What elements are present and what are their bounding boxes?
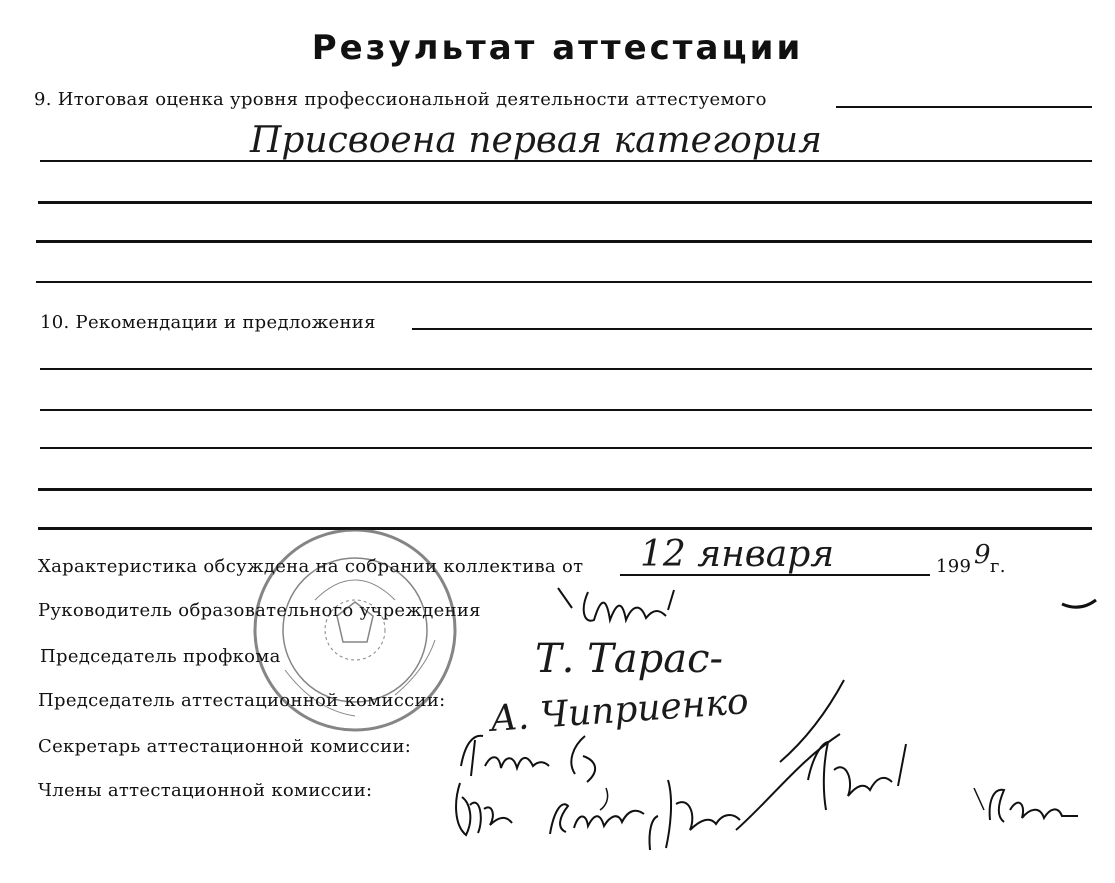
section-10-line <box>40 447 1092 449</box>
official-stamp <box>245 520 465 740</box>
member-signature-4 <box>730 730 900 840</box>
section-9-line <box>40 160 1092 162</box>
section-9-line <box>36 281 1092 283</box>
section-10-line <box>40 368 1092 370</box>
commission-chair-label: Председатель аттестационной комиссии: <box>38 690 446 711</box>
page-title: Результат аттестации <box>311 28 804 68</box>
member-signature-5 <box>970 770 1080 840</box>
head-signature <box>550 580 690 640</box>
section-9-line <box>836 106 1092 108</box>
member-signature-1 <box>440 775 520 845</box>
union-chair-label: Председатель профкома <box>40 646 281 667</box>
section-9-line <box>36 240 1092 243</box>
section-10-line <box>38 527 1092 530</box>
section-10-label: 10. Рекомендации и предложения <box>40 312 376 333</box>
section-10-line <box>412 328 1092 330</box>
section-10-line <box>40 409 1092 411</box>
discussion-label: Характеристика обсуждена на собрании коллектива от <box>38 556 584 577</box>
section-10-line <box>38 488 1092 491</box>
corner-mark <box>1060 596 1100 616</box>
union-chair-signature: Т. Тарас- <box>535 636 724 682</box>
discussion-year-suffix: г. <box>990 556 1006 577</box>
discussion-year-digit: 9 <box>974 540 991 570</box>
members-label: Члены аттестационной комиссии: <box>38 780 373 801</box>
section-9-line <box>38 201 1092 204</box>
discussion-year-prefix: 199 <box>936 556 972 577</box>
section-9-label: 9. Итоговая оценка уровня профессиональной деятельности аттестуемого <box>34 89 767 110</box>
secretary-label: Секретарь аттестационной комиссии: <box>38 736 412 757</box>
section-9-handwritten-answer: Присвоена первая категория <box>250 120 822 161</box>
commission-chair-signature: А. Чиприенко <box>488 681 750 740</box>
discussion-date-handwritten: 12 января <box>640 534 835 575</box>
head-label: Руководитель образовательного учреждения <box>38 600 481 621</box>
